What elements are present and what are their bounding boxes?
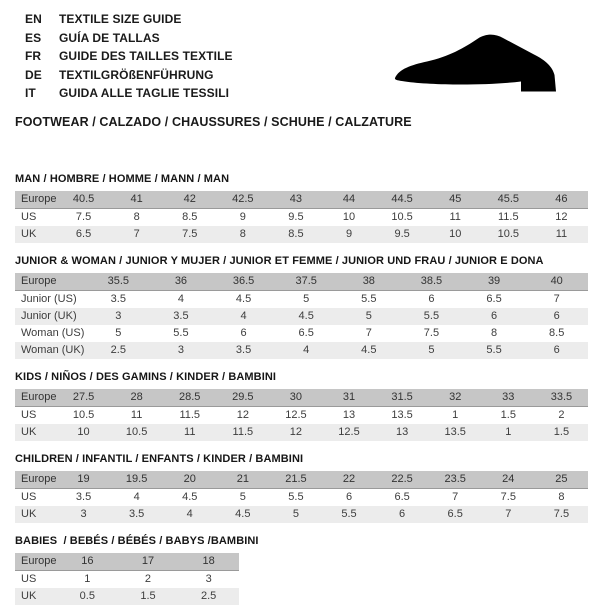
size-cell: 11 xyxy=(130,409,143,421)
row-label-cell: UK xyxy=(21,228,37,240)
size-cell: 16 xyxy=(81,555,94,567)
size-cell: 6 xyxy=(491,310,498,322)
size-cell: 7.5 xyxy=(423,327,440,339)
table-title: MAN / HOMBRE / HOMME / MANN / MAN xyxy=(15,172,230,185)
size-cell: 12.5 xyxy=(338,426,360,438)
language-label: TEXTILE SIZE GUIDE xyxy=(59,12,182,27)
size-table xyxy=(15,273,588,359)
size-cell: 7.5 xyxy=(500,491,516,503)
size-cell: 40.5 xyxy=(72,193,95,205)
table-row xyxy=(15,208,588,226)
size-cell: 13.5 xyxy=(444,426,466,438)
size-cell: 12 xyxy=(236,409,249,421)
size-cell: 4.5 xyxy=(298,310,314,322)
size-cell: 33 xyxy=(502,391,515,403)
size-cell: 22 xyxy=(342,473,356,485)
size-cell: 18 xyxy=(202,555,215,567)
size-cell: 4.5 xyxy=(361,344,377,356)
row-label-cell: Junior (US) xyxy=(21,293,77,305)
size-cell: 8.5 xyxy=(288,228,304,240)
size-cell: 5.5 xyxy=(423,310,440,322)
size-cell: 38 xyxy=(362,275,375,287)
size-cell: 10.5 xyxy=(391,211,413,223)
row-label-cell: UK xyxy=(21,590,37,602)
size-cell: 3.5 xyxy=(75,491,92,503)
size-cell: 17 xyxy=(141,555,155,567)
size-cell: 11.5 xyxy=(232,426,254,438)
table-row xyxy=(15,424,588,441)
language-label: GUIDA ALLE TAGLIE TESSILI xyxy=(59,86,230,101)
size-cell: 30 xyxy=(289,391,303,403)
size-cell: 8.5 xyxy=(182,211,198,223)
size-cell: 10 xyxy=(342,211,356,223)
size-cell: 6 xyxy=(345,491,353,503)
size-cell: 7 xyxy=(365,327,372,339)
size-cell: 6 xyxy=(553,344,560,356)
shoe-icon xyxy=(393,32,578,99)
size-cell: 1 xyxy=(452,409,459,421)
size-cell: 5.5 xyxy=(288,491,304,503)
size-cell: 21 xyxy=(236,473,249,485)
size-cell: 3.5 xyxy=(110,293,126,305)
table-row xyxy=(15,308,588,325)
size-cell: 44 xyxy=(342,193,356,205)
size-cell: 36 xyxy=(174,275,188,287)
language-row-fr xyxy=(25,47,233,66)
size-cell: 5.5 xyxy=(173,327,189,339)
table-row xyxy=(15,570,239,588)
size-cell: 37.5 xyxy=(295,275,317,287)
size-cell: 6 xyxy=(553,310,560,322)
size-cell: 5 xyxy=(428,344,435,356)
row-label-cell: US xyxy=(21,491,37,503)
size-table xyxy=(15,191,588,243)
size-cell: 6.5 xyxy=(486,293,502,305)
row-label-cell: UK xyxy=(21,508,37,520)
size-cell: 4 xyxy=(240,310,247,322)
size-cell: 45 xyxy=(449,193,462,205)
size-cell: 45.5 xyxy=(497,193,519,205)
page-header xyxy=(0,0,600,103)
language-code: FR xyxy=(25,49,42,64)
table-row xyxy=(15,226,588,243)
size-cell: 4 xyxy=(177,293,184,305)
size-cell: 10.5 xyxy=(497,228,519,240)
row-label-cell: Europe xyxy=(21,193,57,205)
footwear-heading: FOOTWEAR / CALZADO / CHAUSSURES / SCHUHE / CALZATURE xyxy=(15,114,412,129)
size-cell: 9.5 xyxy=(394,228,410,240)
language-row-it xyxy=(25,84,233,103)
size-cell: 4 xyxy=(186,508,193,520)
table-row xyxy=(15,588,239,605)
size-cell: 5 xyxy=(239,491,246,503)
size-cell: 7.5 xyxy=(182,228,198,240)
size-cell: 3 xyxy=(80,508,87,520)
size-cell: 6 xyxy=(399,508,406,520)
size-cell: 8 xyxy=(133,211,140,223)
size-cell: 1.5 xyxy=(553,426,570,438)
row-label-cell: Woman (UK) xyxy=(21,344,85,356)
size-cell: 19.5 xyxy=(125,473,148,485)
size-cell: 8 xyxy=(491,327,498,339)
size-cell: 28.5 xyxy=(179,391,201,403)
language-list xyxy=(25,10,233,103)
size-cell: 24 xyxy=(502,473,515,485)
size-cell: 6.5 xyxy=(298,327,314,339)
size-cell: 10 xyxy=(77,426,90,438)
table-row xyxy=(15,273,588,291)
row-label-cell: Europe xyxy=(21,391,57,403)
size-tables xyxy=(15,173,585,605)
size-cell: 4 xyxy=(303,344,310,356)
language-label: GUÍA DE TALLAS xyxy=(59,30,160,45)
size-table xyxy=(15,553,239,605)
table-title: JUNIOR & WOMAN / JUNIOR Y MUJER / JUNIOR ET FEMME / JUNIOR UND FRAU / JUNIOR E DONA xyxy=(15,254,544,267)
row-label-cell: Junior (UK) xyxy=(21,310,77,322)
row-label-cell: UK xyxy=(21,426,37,438)
language-row-es xyxy=(25,29,233,48)
language-row-de xyxy=(25,66,233,85)
size-cell: 1.5 xyxy=(500,409,516,421)
size-cell: 5 xyxy=(365,310,372,322)
row-label-cell: Europe xyxy=(21,275,57,287)
size-cell: 36.5 xyxy=(232,275,255,287)
size-cell: 3.5 xyxy=(128,508,145,520)
size-cell: 44.5 xyxy=(391,193,413,205)
size-cell: 40 xyxy=(550,275,563,287)
size-cell: 39 xyxy=(487,275,501,287)
size-cell: 22.5 xyxy=(391,473,413,485)
size-cell: 4.5 xyxy=(235,293,252,305)
table-row xyxy=(15,191,588,209)
size-cell: 4.5 xyxy=(182,491,198,503)
table-row xyxy=(15,488,588,506)
size-cell: 43 xyxy=(289,193,303,205)
size-cell: 7.5 xyxy=(553,508,570,520)
size-cell: 13.5 xyxy=(391,409,413,421)
language-label: GUIDE DES TAILLES TEXTILE xyxy=(59,49,233,64)
size-cell: 7 xyxy=(452,491,459,503)
size-cell: 2 xyxy=(144,573,152,585)
table-row xyxy=(15,553,239,571)
size-cell: 29.5 xyxy=(232,391,254,403)
size-cell: 3.5 xyxy=(235,344,252,356)
row-label-cell: Woman (US) xyxy=(21,327,85,339)
row-label-cell: Europe xyxy=(21,555,57,567)
size-cell: 10.5 xyxy=(125,426,148,438)
size-cell: 23.5 xyxy=(444,473,466,485)
size-cell: 6.5 xyxy=(394,491,410,503)
size-cell: 12 xyxy=(289,426,303,438)
size-cell: 5 xyxy=(292,508,299,520)
table-row xyxy=(15,471,588,489)
size-cell: 2.5 xyxy=(110,344,126,356)
size-cell: 3 xyxy=(115,310,122,322)
size-cell: 19 xyxy=(77,473,90,485)
size-table xyxy=(15,471,588,523)
size-cell: 8.5 xyxy=(549,327,565,339)
table-title: CHILDREN / INFANTIL / ENFANTS / KINDER / BAMBINI xyxy=(15,452,304,465)
size-cell: 5.5 xyxy=(341,508,357,520)
size-cell: 7 xyxy=(133,228,140,240)
size-cell: 31.5 xyxy=(391,391,413,403)
table-row xyxy=(15,506,588,523)
size-cell: 11 xyxy=(449,211,461,223)
language-code: ES xyxy=(25,30,42,45)
language-code: EN xyxy=(25,12,42,27)
size-table xyxy=(15,389,588,441)
size-cell: 1.5 xyxy=(140,590,156,602)
size-cell: 13 xyxy=(342,409,356,421)
table-title: KIDS / NIÑOS / DES GAMINS / KINDER / BAMBINI xyxy=(15,370,277,383)
size-cell: 9 xyxy=(345,228,353,240)
size-cell: 13 xyxy=(395,426,409,438)
size-cell: 20 xyxy=(183,473,196,485)
size-cell: 42 xyxy=(183,193,196,205)
size-cell: 27.5 xyxy=(72,391,95,403)
size-cell: 2 xyxy=(558,409,565,421)
size-cell: 3 xyxy=(177,344,184,356)
language-code: IT xyxy=(25,86,36,101)
size-cell: 3.5 xyxy=(173,310,189,322)
table-row xyxy=(15,406,588,424)
size-cell: 6.5 xyxy=(75,228,92,240)
size-cell: 4.5 xyxy=(235,508,251,520)
language-label: TEXTILGRÖßENFÜHRUNG xyxy=(59,67,214,82)
size-cell: 1 xyxy=(84,573,91,585)
size-cell: 32 xyxy=(449,391,462,403)
size-cell: 7.5 xyxy=(75,211,92,223)
size-cell: 11 xyxy=(184,426,196,438)
row-label-cell: US xyxy=(21,211,37,223)
language-code: DE xyxy=(25,67,42,82)
size-cell: 46 xyxy=(555,193,568,205)
size-cell: 9.5 xyxy=(288,211,304,223)
row-label-cell: Europe xyxy=(21,473,57,485)
size-cell: 41 xyxy=(130,193,143,205)
size-cell: 3 xyxy=(205,573,212,585)
size-cell: 25 xyxy=(555,473,568,485)
size-cell: 31 xyxy=(342,391,356,403)
size-cell: 12 xyxy=(555,211,568,223)
size-cell: 5.5 xyxy=(361,293,377,305)
size-cell: 38.5 xyxy=(420,275,443,287)
row-label-cell: US xyxy=(21,573,37,585)
size-cell: 7 xyxy=(505,508,512,520)
size-cell: 0.5 xyxy=(79,590,95,602)
size-cell: 5 xyxy=(303,293,310,305)
row-label-cell: US xyxy=(21,409,37,421)
size-cell: 11.5 xyxy=(179,409,201,421)
size-cell: 5 xyxy=(115,327,122,339)
size-cell: 7 xyxy=(553,293,560,305)
size-cell: 4 xyxy=(133,491,140,503)
size-cell: 42.5 xyxy=(232,193,254,205)
size-cell: 1 xyxy=(505,426,512,438)
size-cell: 6.5 xyxy=(447,508,463,520)
language-row-en xyxy=(25,10,233,29)
table-row xyxy=(15,290,588,308)
size-cell: 5.5 xyxy=(486,344,502,356)
size-cell: 12.5 xyxy=(285,409,307,421)
size-cell: 28 xyxy=(130,391,143,403)
size-cell: 8 xyxy=(239,228,246,240)
size-cell: 8 xyxy=(558,491,565,503)
table-row xyxy=(15,389,588,407)
size-cell: 33.5 xyxy=(550,391,573,403)
table-title: BABIES / BEBÉS / BÉBÉS / BABYS /BAMBINI xyxy=(15,534,259,547)
size-cell: 11.5 xyxy=(498,211,519,223)
table-row xyxy=(15,342,588,359)
size-cell: 35.5 xyxy=(107,275,130,287)
size-cell: 6 xyxy=(240,327,247,339)
size-cell: 10.5 xyxy=(72,409,95,421)
size-cell: 21.5 xyxy=(285,473,307,485)
size-cell: 9 xyxy=(239,211,246,223)
size-cell: 10 xyxy=(449,228,462,240)
table-row xyxy=(15,325,588,342)
size-cell: 6 xyxy=(428,293,435,305)
size-cell: 11 xyxy=(555,228,568,240)
size-cell: 2.5 xyxy=(201,590,217,602)
